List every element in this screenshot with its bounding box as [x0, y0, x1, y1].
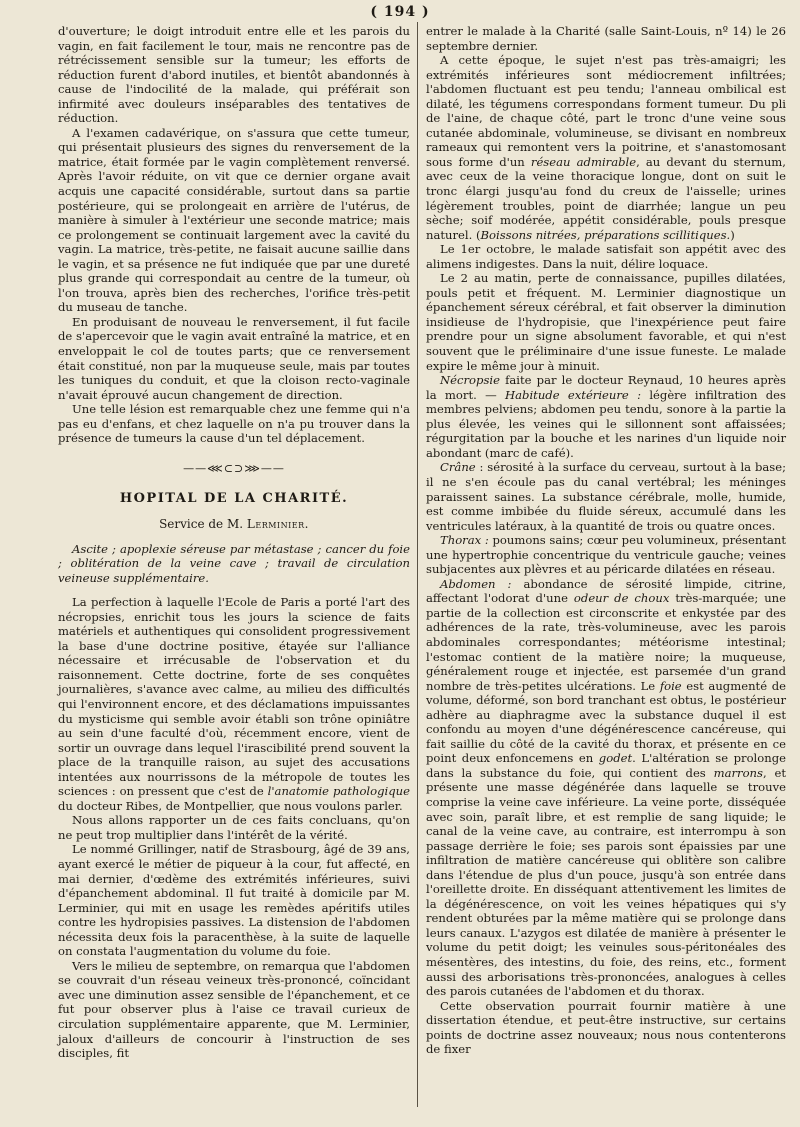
- text-run: abondance de sérosité limpide, citrine, affectant l'odorat d'une: [426, 576, 786, 606]
- italic-run: réseau admirable: [530, 154, 637, 169]
- service-line: [58, 517, 410, 532]
- paragraph: Une telle lésion est remarquable chez une femme qui n'a pas eu d'enfans, et chez laquelle on n'a pu trouver dans la présence de tumeurs la cause d'un tel déplacement.: [58, 402, 410, 446]
- section-separator: ——⋘⊂⊃⋙——: [183, 461, 285, 475]
- text-run: . L'altération se prolonge dans la substance du foie, qui contient des: [426, 751, 786, 780]
- italic-run: Habitude extérieure :: [505, 387, 642, 402]
- paragraph: Nous allons rapporter un de ces faits concluans, qu'on ne peut trop multiplier dans l'intérêt de la vérité.: [58, 813, 410, 842]
- italic-run: Nécropsie: [440, 373, 500, 388]
- text-run: du docteur Ribes, de Montpellier, que nous voulons parler.: [58, 798, 403, 813]
- text-run: très-marquée; une partie de la collection est circonscrite et enkystée par des adhérences de la rate, très-volumineuse, avec les parois abdominales correspondantes; météorisme intestinal; l'estomac contient de la matière noire; la muqueuse, généralement rouge et injectée, est parsemée d'un grand nombre de très-petites ulcérations. Le: [426, 591, 787, 693]
- text-run: ): [730, 227, 735, 242]
- paragraph: entrer le malade à la Charité (salle Saint-Louis, nº 14) le 26 septembre dernier.: [426, 24, 786, 53]
- paragraph: [426, 577, 786, 999]
- italic-run: marrons: [713, 765, 763, 780]
- paragraph: En produisant de nouveau le renversement, il fut facile de s'apercevoir que le vagin avait entraîné la matrice, et en enveloppait le col de toutes parts; que ce renversement était constitué, non par la muqueuse seule, mais par toutes les tuniques du conduit, et que la cloison recto-vaginale n'avait éprouvé aucun changement de direction.: [58, 314, 410, 402]
- text-run: : sérosité à la surface du cerveau, surtout à la base; il ne s'en écoule pas du canal vertébral; les méninges paraissent saines. La substance cérébrale, molle, humide, est comme imbibée du fluide séreux, accumulé dans les ventricules latéraux, à la quantité de trois ou quatre onces.: [426, 460, 786, 533]
- paragraph: Le 1er octobre, le malade satisfait son appétit avec des alimens indigestes. Dans la nuit, délire loquace.: [426, 242, 786, 271]
- paragraph: [426, 460, 786, 533]
- paragraph: [426, 373, 786, 460]
- paragraph: [426, 53, 786, 242]
- italic-run: Crâne: [440, 460, 476, 475]
- italic-run: godet: [598, 751, 633, 766]
- case-summary: Ascite ; apoplexie séreuse par métastase ; cancer du foie ; oblitération de la veine cave ; travail de circulation veineuse supplémentaire.: [58, 541, 410, 585]
- text-run: A cette époque, le sujet n'est pas très-amaigri; les extrémités inférieures sont médiocrement infiltrées; l'abdomen fluctuant est peu tendu; l'anneau ombilical est dilaté, les tégumens correspondans forment tumeur. Du pli de l'aine, de chaque côté, part le tronc d'une veine sous cutanée abdominale, volumineuse, se divisant en nombreux rameaux qui remontent vers la poitrine, et s'anastomosant sous forme d'un: [426, 53, 786, 169]
- italic-run: odeur de choux: [573, 591, 670, 606]
- paragraph: Cette observation pourrait fournir matière à une dissertation étendue, et peut-être instructive, sur certains points de doctrine assez nouveaux; nous nous contenterons de fixer: [426, 998, 786, 1057]
- italic-run: Thorax :: [440, 533, 489, 548]
- service-prefix: Service de M.: [159, 516, 244, 531]
- paragraph: d'ouverture; le doigt introduit entre elle et les parois du vagin, en fait facilement le tour, mais ne rencontre pas de rétrécissement sensible sur la tumeur; les efforts de réduction furent d'abord inutiles, et bientôt abandonnés à cause de l'indocilité de la malade, qui préférait son infirmité avec douleurs inséparables des tentatives de réduction.: [58, 24, 410, 126]
- paragraph: Le nommé Grillinger, natif de Strasbourg, âgé de 39 ans, ayant exercé le métier de piqueur à la cour, fut affecté, en mai dernier, d'œdème des extrémités inférieures, suivi d'épanchement abdominal. Il fut traité à domicile par M. Lerminier, qui mit en usage les remèdes apéritifs utiles contre les hydropisies passives. La distension de l'abdomen nécessita deux fois la paracenthèse, à la suite de laquelle on constata l'augmentation du volume du foie.: [58, 842, 410, 959]
- paragraph: [426, 533, 786, 577]
- section-title: HOPITAL DE LA CHARITÉ.: [119, 491, 349, 507]
- text-run: , et présente une masse dégénérée dans laquelle se trouve comprise la veine cave inférieure. La veine porte, disséquée avec soin, paraît libre, et est remplie de sang liquide; le canal de la veine cave, au contraire, est interrompu à son passage derrière le foie; ses parois sont épaissies par une infiltration de matière cancéreuse qui oblitère son calibre dans l'étendue de plus d'un pouce, jusqu'à son entrée dans l'oreillette droite. En disséquant attentivement les limites de la dégénérescence, on voit les veines hépatiques qui s'y rendent obturées par la même matière qui se prolonge dans leurs canaux. L'azygos est dilatée de manière à présenter le volume du petit doigt; les veinules sous-péritonéales des mésentères, des intestins, du foie, des reins, etc., forment aussi des arborisations très-prononcées, analogues à celles des parois cutanées de l'abdomen et du thorax.: [426, 765, 786, 999]
- right-column: [426, 24, 786, 1057]
- italic-run: Abdomen :: [440, 576, 512, 591]
- text-run: , au devant du sternum, avec ceux de la veine thoracique longue, dont on suit le tronc élargi jusqu'au fond du creux de l'aisselle; urines légèrement troubles, point de diarrhée; langue un peu sèche; soif modérée, appétit considérable, pouls presque naturel. (: [426, 154, 786, 242]
- paragraph: A l'examen cadavérique, on s'assura que cette tumeur, qui présentait plusieurs des signes du renversement de la matrice, était formée par le vagin complètement renversé. Après l'avoir réduite, on vit que ce dernier organe avait acquis une capacité considérable, surtout dans sa partie postérieure, qui se prolongeait en arrière de l'utérus, de manière à simuler à l'extérieur une seconde matrice; mais ce prolongement se continuait largement avec la cavité du vagin. La matrice, très-petite, ne faisait aucune saillie dans le vagin, et sa présence ne fut indiquée que par une dureté plus grande qui correspondait au centre de la tumeur, où l'on trouva, après bien des recherches, l'orifice très-petit du museau de tanche.: [58, 125, 410, 315]
- italic-run: Boissons nitrées, préparations scillitiques.: [480, 227, 731, 242]
- text-run: est augmenté de volume, déformé, son bord tranchant est obtus, le postérieur adhère au diaphragme avec la substance duquel il est confondu au moyen d'une dégénérescence cancéreuse, qui fait saillie du côté de la cavité du thorax, et présente en ce point deux enfoncemens en: [426, 678, 786, 766]
- text-run: faite par le docteur Reynaud, 10 heures après la mort. —: [426, 373, 786, 402]
- text-run: légère infiltration des membres pelviens; abdomen peu tendu, sonore à la partie la plus élevée, les veines qui le sillonnent sont affaissées; régurgitation par la bouche et les narines d'un liquide noir abondant (marc de café).: [426, 387, 786, 460]
- page-number: ( 194 ): [370, 4, 430, 20]
- text-run: poumons sains; cœur peu volumineux, présentant une hypertrophie concentrique du ventricule gauche; veines subjacentes aux plèvres et au péricarde dilatées en réseau.: [426, 533, 787, 577]
- column-divider: [417, 22, 418, 1107]
- italic-run: l'anatomie pathologique: [267, 784, 410, 799]
- service-name: Lerminier.: [246, 516, 309, 531]
- paragraph: Le 2 au matin, perte de connaissance, pupilles dilatées, pouls petit et fréquent. M. Lerminier diagnostique un épanchement séreux cérébral, et fait observer la diminution insidieuse de l'hydropisie, que l'inexpérience peut faire prendre pour un signe absolument favorable, et qui n'est souvent que le préliminaire d'une issue funeste. Le malade expire le même jour à minuit.: [426, 271, 786, 373]
- paragraph: Vers le milieu de septembre, on remarqua que l'abdomen se couvrait d'un réseau veineux très-prononcé, coïncidant avec une diminution assez sensible de l'épanchement, et ce fut pour observer plus à l'aise ce travail curieux de circulation supplémentaire apparente, que M. Lerminier, jaloux d'ailleurs de concourir à l'instruction de ses disciples, fit: [58, 958, 410, 1061]
- paragraph: [58, 595, 410, 813]
- left-column: [58, 24, 410, 1061]
- italic-run: foie: [659, 678, 682, 693]
- text-run: La perfection à laquelle l'Ecole de Paris a porté l'art des nécropsies, enrichit tous les jours la science de faits matériels et authentiques qui consolident progressivement la base d'une doctrine positive, étayée sur l'alliance nécessaire et irrécusable de l'observation et du raisonnement. Cette doctrine, forte de ses conquêtes journalières, s'avance avec calme, au milieu des difficultés qui l'environnent encore, et des déclamations impuissantes du mysticisme qui semble avoir établi son trône opiniâtre au sein d'une faculté d'où, récemment encore, vient de sortir un ouvrage dans lequel l'irascibilité prend souvent la place de la tranquille raison, au sujet des accusations intentées aux nourrissons de la métropole de toutes les sciences : on pressent que c'est de: [58, 595, 410, 799]
